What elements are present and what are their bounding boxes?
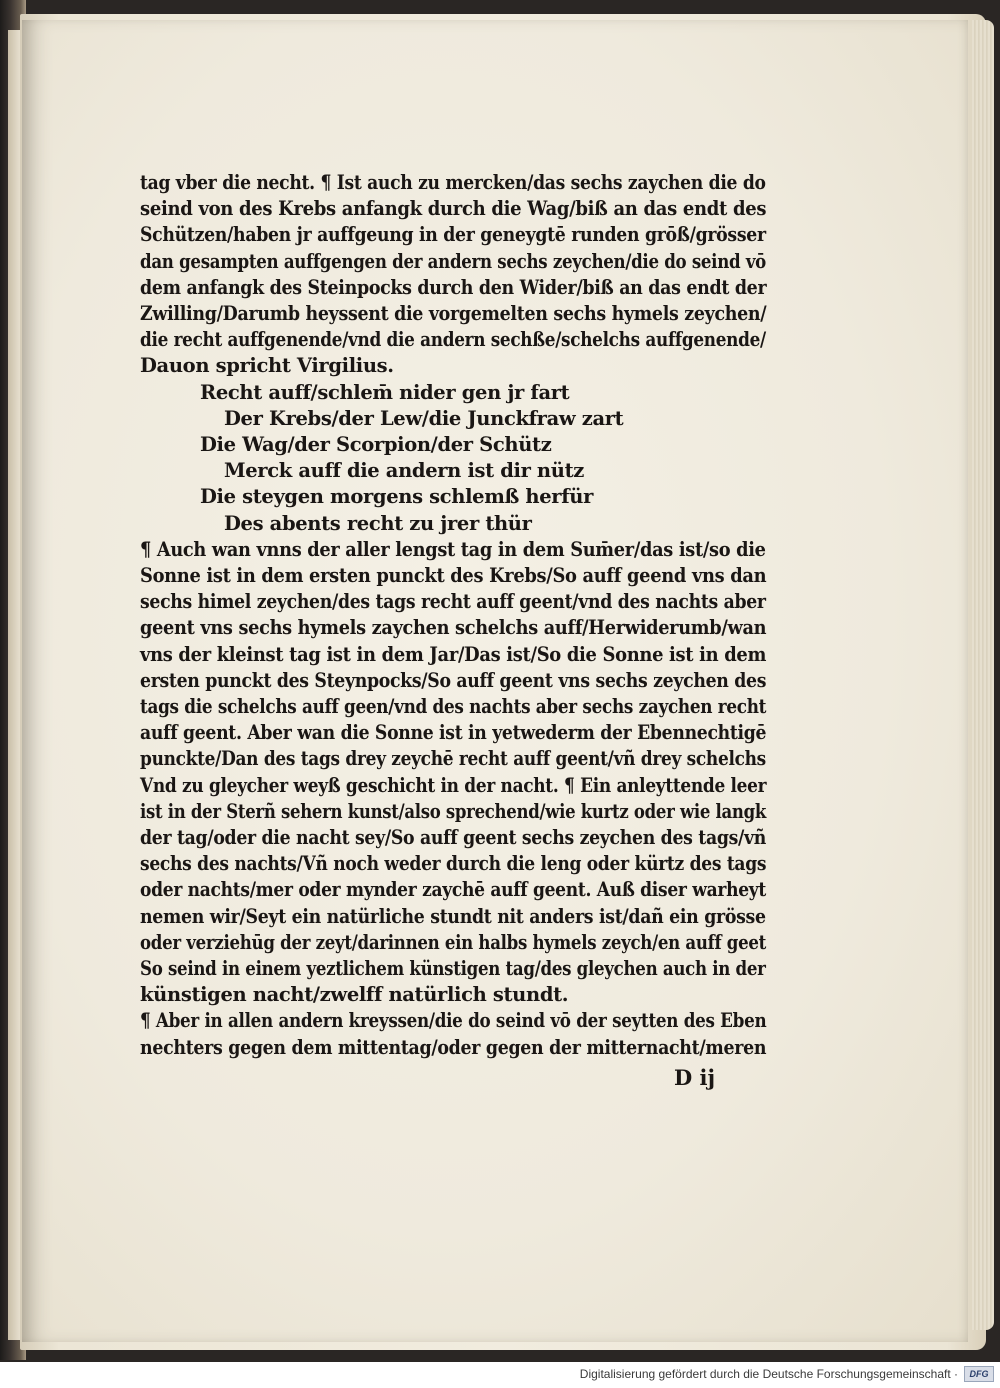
text-line: vns der kleinst tag ist in dem Jar/Das ist/So die Sonne ist in dem [140, 642, 767, 666]
text-line: punckte/Dan des tags drey zeychē recht auff geent/vñ drey schelchs [140, 747, 766, 771]
text-line: oder nachts/mer oder mynder zaychē auff geent. Auß diser warheyt [140, 878, 767, 902]
text-line: Recht auff/schlem̄ nider gen jr fart [200, 380, 570, 404]
text-line: Zwilling/Darumb heyssent die vorgemelten sechs hymels zeychen/ [140, 302, 767, 325]
text-line: ist in der Sterñ sehern kunst/also sprechend/wie kurtz oder wie langk [140, 799, 767, 823]
text-line: ersten punckt des Steynpocks/So auff geent vns sechs zeychen des [140, 668, 767, 692]
funding-credit: Digitalisierung gefördert durch die Deutsche Forschungsgemeinschaft · [579, 1367, 958, 1381]
text-line: auff geent. Aber wan die Sonne ist in yetwederm der Ebennechtigē [140, 721, 767, 745]
page-stack-edge [972, 20, 994, 1330]
text-line: tags die schelchs auff geen/vnd des nachts aber sechs zaychen recht [140, 695, 767, 718]
text-line: geent vns sechs hymels zaychen schelchs auff/Herwiderumb/wan [140, 616, 767, 640]
dfg-logo: DFG [964, 1366, 994, 1382]
text-line: Die Wag/der Scorpion/der Schütz [200, 433, 552, 456]
text-line: Der Krebs/der Lew/die Junckfraw zart [224, 406, 624, 430]
text-line: Sonne ist in dem ersten punckt des Krebs/So auff geend vns dan [140, 564, 767, 587]
text-line: dem anfangk des Steinpocks durch den Wider/biß an das endt der [140, 275, 767, 299]
text-line: Vnd zu gleycher weyß geschicht in der nacht. ¶ Ein anleyttende leer [140, 773, 767, 797]
text-line: Dauon spricht Virgilius. [140, 354, 394, 378]
text-line: nemen wir/Seyt ein natürliche stundt nit anders ist/dañ ein grösse [140, 904, 766, 928]
text-line: So seind in einem yeztlichem künstigen tag/des gleychen auch in der [140, 957, 766, 980]
text-line: der tag/oder die nacht sey/So auff geent sechs zeychen des tags/vñ [140, 826, 767, 849]
text-line: sechs des nachts/Vñ noch weder durch die leng oder kürtz des tags [140, 852, 767, 876]
book-page [22, 20, 968, 1342]
text-line: seind von des Krebs anfangk durch die Wag/biß an das endt des [140, 197, 767, 221]
text-line: Die steygen morgens schlemß herfür [200, 485, 594, 509]
text-line: oder verziehūg der zeyt/darinnen ein halbs hymels zeych/en auff geet [140, 930, 767, 954]
text-line: künstigen nacht/zwelff natürlich stundt. [140, 983, 569, 1007]
text-line: Des abents recht zu jrer thür [224, 511, 532, 535]
text-line: ¶ Auch wan vnns der aller lengst tag in dem Sum̄er/das ist/so die [140, 537, 766, 561]
text-line: sechs himel zeychen/des tags recht auff geent/vnd des nachts aber [140, 590, 766, 614]
text-line: nechters gegen dem mittentag/oder gegen der mitternacht/meren [140, 1035, 767, 1059]
text-line: Schützen/haben jr auffgeung in der geneygtē runden grōß/grösser [140, 223, 766, 247]
text-line: dan gesampten auffgengen der andern sechs zeychen/die do seind vō [140, 249, 766, 273]
text-line: tag vber die necht. ¶ Ist auch zu mercken/das sechs zaychen die do [140, 171, 766, 194]
footer-bar [0, 1362, 1000, 1388]
text-line: Merck auff die andern ist dir nütz [224, 459, 584, 483]
signature-mark: D ij [674, 1065, 716, 1090]
text-line: die recht auffgenende/vnd die andern sechße/schelchs auffgenende/ [140, 328, 766, 352]
text-line: ¶ Aber in allen andern kreyssen/die do seind vō der seytten des Eben [140, 1009, 767, 1033]
